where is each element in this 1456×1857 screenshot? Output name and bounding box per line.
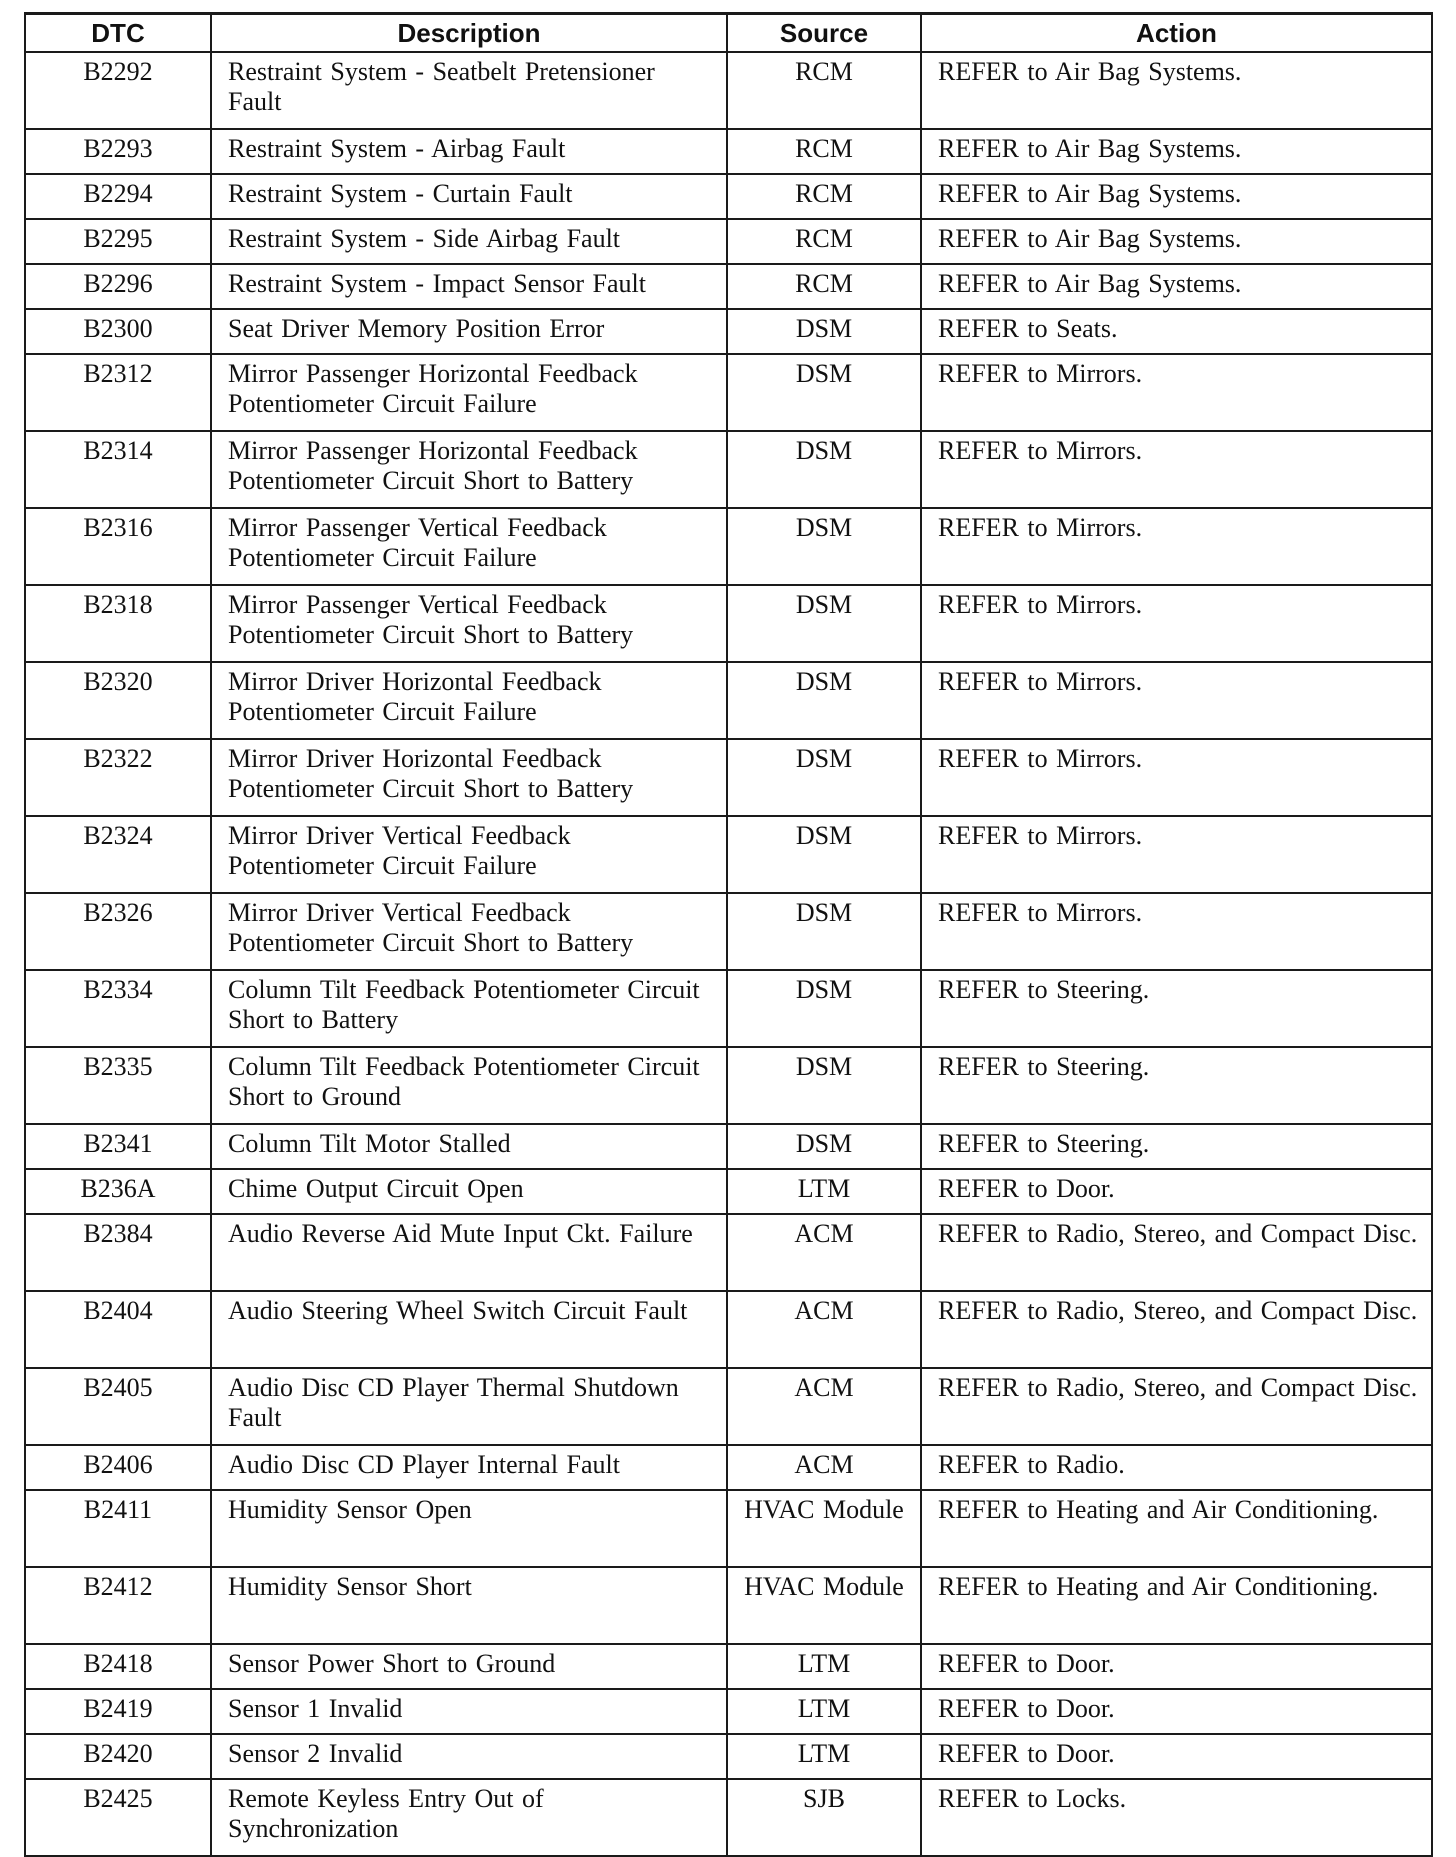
dtc-description: Audio Disc CD Player Internal Fault	[211, 1445, 727, 1490]
dtc-code: B2312	[25, 354, 211, 431]
dtc-code: B2419	[25, 1689, 211, 1734]
table-row	[25, 354, 1432, 431]
dtc-action: REFER to Mirrors.	[921, 739, 1432, 816]
table-row	[25, 1291, 1432, 1368]
dtc-description: Restraint System - Side Airbag Fault	[211, 219, 727, 264]
dtc-action: REFER to Air Bag Systems.	[921, 129, 1432, 174]
dtc-source: HVAC Module	[727, 1567, 921, 1644]
dtc-code: B2295	[25, 219, 211, 264]
dtc-action: REFER to Locks.	[921, 1779, 1432, 1856]
dtc-description: Column Tilt Motor Stalled	[211, 1124, 727, 1169]
header-description: Description	[211, 14, 727, 53]
table-row	[25, 508, 1432, 585]
dtc-action: REFER to Radio, Stereo, and Compact Disc.	[921, 1291, 1432, 1368]
dtc-description: Mirror Passenger Vertical Feedback Potentiometer Circuit Short to Battery	[211, 585, 727, 662]
dtc-source: DSM	[727, 816, 921, 893]
dtc-code: B2318	[25, 585, 211, 662]
dtc-code: B2324	[25, 816, 211, 893]
table-row	[25, 585, 1432, 662]
dtc-action: REFER to Door.	[921, 1734, 1432, 1779]
dtc-source: DSM	[727, 508, 921, 585]
table-row	[25, 129, 1432, 174]
dtc-table	[24, 12, 1433, 1857]
dtc-source: DSM	[727, 662, 921, 739]
dtc-action: REFER to Mirrors.	[921, 354, 1432, 431]
header-row	[25, 14, 1432, 53]
table-row	[25, 174, 1432, 219]
dtc-description: Restraint System - Impact Sensor Fault	[211, 264, 727, 309]
dtc-action: REFER to Air Bag Systems.	[921, 52, 1432, 129]
dtc-source: SJB	[727, 1779, 921, 1856]
dtc-description: Mirror Driver Vertical Feedback Potentiometer Circuit Failure	[211, 816, 727, 893]
dtc-description: Seat Driver Memory Position Error	[211, 309, 727, 354]
table-row	[25, 1490, 1432, 1567]
dtc-action: REFER to Heating and Air Conditioning.	[921, 1490, 1432, 1567]
dtc-action: REFER to Door.	[921, 1644, 1432, 1689]
dtc-source: ACM	[727, 1445, 921, 1490]
dtc-source: RCM	[727, 264, 921, 309]
dtc-source: DSM	[727, 970, 921, 1047]
dtc-description: Sensor Power Short to Ground	[211, 1644, 727, 1689]
dtc-code: B2412	[25, 1567, 211, 1644]
dtc-description: Audio Steering Wheel Switch Circuit Fault	[211, 1291, 727, 1368]
dtc-description: Column Tilt Feedback Potentiometer Circuit Short to Ground	[211, 1047, 727, 1124]
dtc-code: B2316	[25, 508, 211, 585]
dtc-source: DSM	[727, 585, 921, 662]
dtc-code: B2418	[25, 1644, 211, 1689]
table-row	[25, 970, 1432, 1047]
table-row	[25, 219, 1432, 264]
dtc-description: Chime Output Circuit Open	[211, 1169, 727, 1214]
dtc-code: B2320	[25, 662, 211, 739]
dtc-code: B2293	[25, 129, 211, 174]
dtc-action: REFER to Door.	[921, 1169, 1432, 1214]
header-action: Action	[921, 14, 1432, 53]
dtc-action: REFER to Mirrors.	[921, 816, 1432, 893]
dtc-source: RCM	[727, 129, 921, 174]
dtc-code: B2314	[25, 431, 211, 508]
dtc-action: REFER to Mirrors.	[921, 431, 1432, 508]
dtc-source: DSM	[727, 431, 921, 508]
dtc-action: REFER to Steering.	[921, 970, 1432, 1047]
dtc-code: B2420	[25, 1734, 211, 1779]
table-row	[25, 1124, 1432, 1169]
table-row	[25, 662, 1432, 739]
dtc-source: LTM	[727, 1169, 921, 1214]
dtc-code: B2334	[25, 970, 211, 1047]
table-row	[25, 52, 1432, 129]
dtc-description: Remote Keyless Entry Out of Synchronization	[211, 1779, 727, 1856]
dtc-description: Humidity Sensor Short	[211, 1567, 727, 1644]
dtc-action: REFER to Air Bag Systems.	[921, 174, 1432, 219]
dtc-code: B2425	[25, 1779, 211, 1856]
table-row	[25, 1734, 1432, 1779]
dtc-code: B2406	[25, 1445, 211, 1490]
table-row	[25, 264, 1432, 309]
dtc-action: REFER to Radio, Stereo, and Compact Disc.	[921, 1368, 1432, 1445]
dtc-description: Humidity Sensor Open	[211, 1490, 727, 1567]
dtc-description: Mirror Driver Horizontal Feedback Potentiometer Circuit Failure	[211, 662, 727, 739]
dtc-action: REFER to Steering.	[921, 1047, 1432, 1124]
dtc-source: RCM	[727, 219, 921, 264]
table-row	[25, 1644, 1432, 1689]
dtc-description: Mirror Passenger Vertical Feedback Potentiometer Circuit Failure	[211, 508, 727, 585]
dtc-code: B2335	[25, 1047, 211, 1124]
dtc-code: B2294	[25, 174, 211, 219]
dtc-description: Restraint System - Curtain Fault	[211, 174, 727, 219]
table-row	[25, 309, 1432, 354]
dtc-action: REFER to Seats.	[921, 309, 1432, 354]
dtc-source: ACM	[727, 1214, 921, 1291]
dtc-action: REFER to Radio, Stereo, and Compact Disc.	[921, 1214, 1432, 1291]
table-row	[25, 893, 1432, 970]
table-row	[25, 1779, 1432, 1856]
dtc-code: B2296	[25, 264, 211, 309]
dtc-action: REFER to Mirrors.	[921, 508, 1432, 585]
table-row	[25, 739, 1432, 816]
dtc-action: REFER to Air Bag Systems.	[921, 219, 1432, 264]
header-source: Source	[727, 14, 921, 53]
dtc-source: RCM	[727, 174, 921, 219]
dtc-source: HVAC Module	[727, 1490, 921, 1567]
dtc-action: REFER to Mirrors.	[921, 585, 1432, 662]
dtc-description: Sensor 1 Invalid	[211, 1689, 727, 1734]
table-row	[25, 1214, 1432, 1291]
dtc-source: DSM	[727, 1124, 921, 1169]
table-row	[25, 1169, 1432, 1214]
dtc-source: DSM	[727, 354, 921, 431]
dtc-description: Column Tilt Feedback Potentiometer Circuit Short to Battery	[211, 970, 727, 1047]
dtc-action: REFER to Steering.	[921, 1124, 1432, 1169]
dtc-source: ACM	[727, 1291, 921, 1368]
table-row	[25, 1689, 1432, 1734]
table-row	[25, 1047, 1432, 1124]
dtc-action: REFER to Air Bag Systems.	[921, 264, 1432, 309]
table-row	[25, 1445, 1432, 1490]
dtc-description: Mirror Driver Vertical Feedback Potentiometer Circuit Short to Battery	[211, 893, 727, 970]
dtc-source: LTM	[727, 1689, 921, 1734]
dtc-description: Mirror Driver Horizontal Feedback Potentiometer Circuit Short to Battery	[211, 739, 727, 816]
dtc-description: Restraint System - Seatbelt Pretensioner Fault	[211, 52, 727, 129]
dtc-code: B236A	[25, 1169, 211, 1214]
dtc-code: B2322	[25, 739, 211, 816]
dtc-code: B2405	[25, 1368, 211, 1445]
dtc-description: Mirror Passenger Horizontal Feedback Potentiometer Circuit Failure	[211, 354, 727, 431]
header-dtc: DTC	[25, 14, 211, 53]
dtc-code: B2292	[25, 52, 211, 129]
dtc-code: B2300	[25, 309, 211, 354]
table-row	[25, 431, 1432, 508]
dtc-source: LTM	[727, 1734, 921, 1779]
dtc-action: REFER to Mirrors.	[921, 662, 1432, 739]
dtc-description: Audio Reverse Aid Mute Input Ckt. Failure	[211, 1214, 727, 1291]
table-row	[25, 1368, 1432, 1445]
dtc-code: B2326	[25, 893, 211, 970]
dtc-source: DSM	[727, 893, 921, 970]
dtc-description: Restraint System - Airbag Fault	[211, 129, 727, 174]
table-row	[25, 816, 1432, 893]
table-row	[25, 1567, 1432, 1644]
dtc-code: B2384	[25, 1214, 211, 1291]
dtc-action: REFER to Heating and Air Conditioning.	[921, 1567, 1432, 1644]
dtc-description: Audio Disc CD Player Thermal Shutdown Fault	[211, 1368, 727, 1445]
dtc-source: DSM	[727, 1047, 921, 1124]
table-body	[25, 52, 1432, 1856]
dtc-source: DSM	[727, 309, 921, 354]
dtc-source: LTM	[727, 1644, 921, 1689]
dtc-source: DSM	[727, 739, 921, 816]
dtc-code: B2341	[25, 1124, 211, 1169]
dtc-description: Sensor 2 Invalid	[211, 1734, 727, 1779]
dtc-code: B2404	[25, 1291, 211, 1368]
dtc-code: B2411	[25, 1490, 211, 1567]
dtc-description: Mirror Passenger Horizontal Feedback Potentiometer Circuit Short to Battery	[211, 431, 727, 508]
dtc-action: REFER to Door.	[921, 1689, 1432, 1734]
dtc-source: ACM	[727, 1368, 921, 1445]
dtc-action: REFER to Radio.	[921, 1445, 1432, 1490]
dtc-action: REFER to Mirrors.	[921, 893, 1432, 970]
dtc-source: RCM	[727, 52, 921, 129]
